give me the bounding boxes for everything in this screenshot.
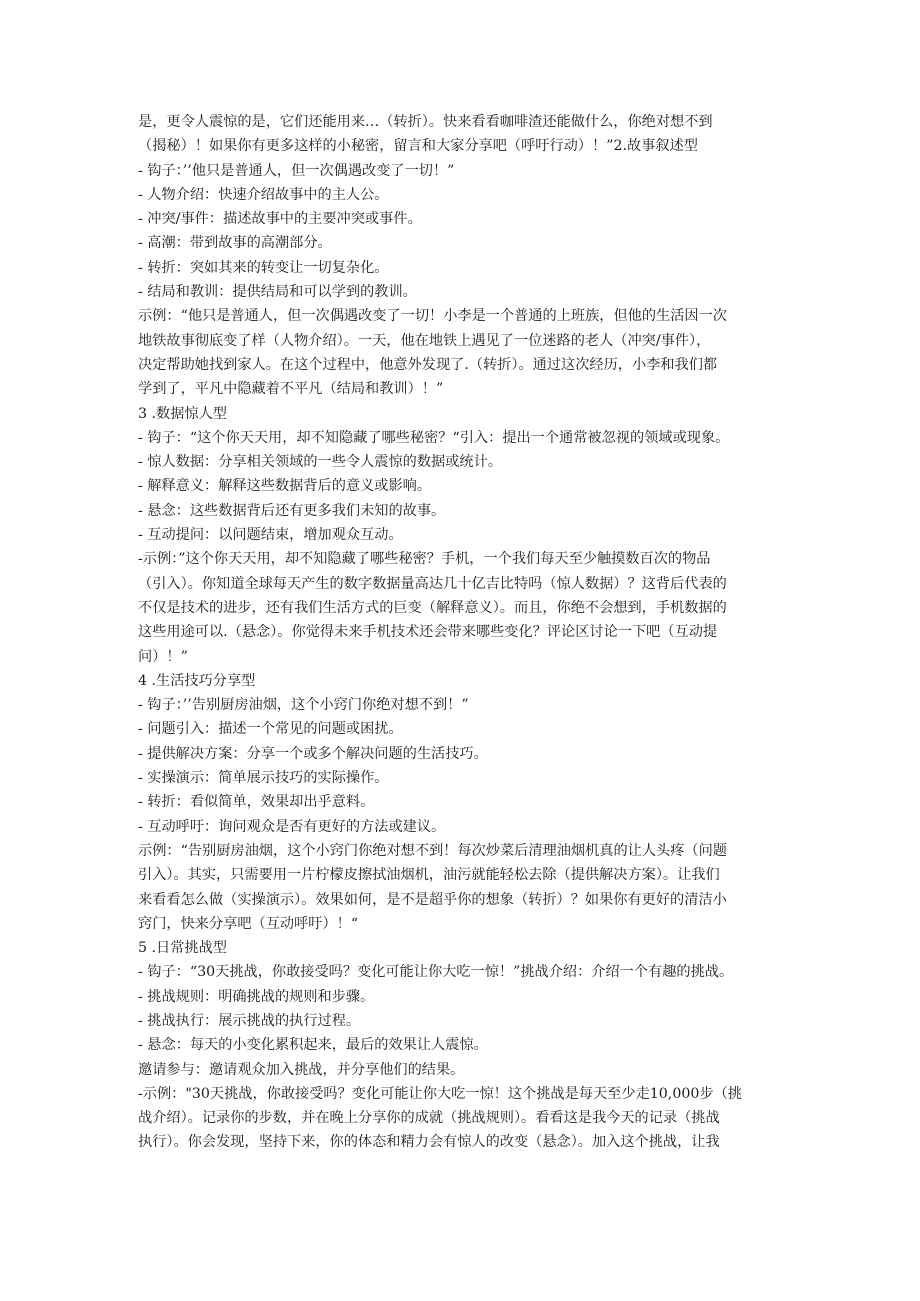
list-item: - 互动提问：以问题结束，增加观众互动。 xyxy=(138,527,403,544)
list-item: - 结局和教训：提供结局和可以学到的教训。 xyxy=(138,284,417,301)
list-item: - 悬念：每天的小变化累积起来，最后的效果让人震惊。 xyxy=(138,1037,488,1054)
list-item: - 惊人数据：分享相关领域的一些令人震惊的数据或统计。 xyxy=(138,454,502,471)
list-item: - 钩子：“30天挑战，你敢接受吗？变化可能让你大吃一惊！”挑战介绍：介绍一个有趣的挑战。 xyxy=(138,964,734,981)
example-text-line: 这些用途可以.（悬念）。你觉得未来手机技术还会带来哪些变化？评论区讨论一下吧（互动提 xyxy=(138,624,718,641)
example-text-line: 不仅是技术的进步，还有我们生活方式的巨变（解释意义）。而且，你绝不会想到，手机数据的 xyxy=(138,599,727,616)
list-item: - 挑战执行：展示挑战的执行过程。 xyxy=(138,1012,361,1029)
list-item: - 冲突/事件：描述故事中的主要冲突或事件。 xyxy=(138,211,422,228)
example-text-line: 执行）。你会发现，坚持下来，你的体态和精力会有惊人的改变（悬念）。加入这个挑战，让我 xyxy=(138,1134,720,1151)
example-text-line: -示例：”这个你天天用，却不知隐藏了哪些秘密？手机，一个我们每天至少触摸数百次的物品 xyxy=(138,551,711,568)
example-text-line: 战介绍）。记录你的步数，并在晚上分享你的成就（挑战规则）。看看这是我今天的记录（挑战 xyxy=(138,1110,720,1127)
list-item: - 提供解决方案：分享一个或多个解决问题的生活技巧。 xyxy=(138,745,488,762)
example-text-line: （引入）。你知道全球每天产生的数字数据量高达几十亿吉比特吗（惊人数据）？这背后代表的 xyxy=(138,575,727,592)
example-text-line: 学到了，平凡中隐藏着不平凡（结局和教训）！” xyxy=(138,381,444,398)
text-line: （揭秘）！如果你有更多这样的小秘密，留言和大家分享吧（呼吁行动）！”2.故事叙述型 xyxy=(138,138,698,155)
section-heading: 3 .数据惊人型 xyxy=(138,405,227,422)
example-text-line: 问）！” xyxy=(138,648,188,665)
list-item: - 钩子：“这个你天天用，却不知隐藏了哪些秘密？“引入：提出一个通常被忽视的领域或现象。 xyxy=(138,429,730,446)
example-text-line: 来看看怎么做（实操演示）。效果如何，是不是超乎你的想象（转折）？如果你有更好的清洁小 xyxy=(138,891,727,908)
example-text-line: 引入）。其实，只需要用一片柠檬皮擦拭油烟机，油污就能轻松去除（提供解决方案）。让我们 xyxy=(138,867,720,884)
list-item: - 钩子：’’告别厨房油烟，这个小窍门你绝对想不到！” xyxy=(138,697,469,714)
list-item: - 转折：突如其来的转变让一切复杂化。 xyxy=(138,259,389,276)
example-text-line: 窍门，快来分享吧（互动呼吁）！“ xyxy=(138,915,359,932)
example-text-line: 决定帮助她找到家人。在这个过程中，他意外发现了.（转折）。通过这次经历，小李和我们都 xyxy=(138,356,718,373)
list-item: - 转折：看似简单，效果却出乎意料。 xyxy=(138,794,375,811)
example-text-line: 示例：“他只是普通人，但一次偶遇改变了一切！小李是一个普通的上班族，但他的生活因一次 xyxy=(138,308,727,325)
example-text-line: 地铁故事彻底变了样（人物介绍）。一天，他在地铁上遇见了一位迷路的老人（冲突/事件）， xyxy=(138,332,711,349)
text-line: 是，更令人震惊的是，它们还能用来…（转折）。快来看看咖啡渣还能做什么，你绝对想不到 xyxy=(138,114,713,130)
example-text-line: -示例："30天挑战，你敢接受吗？变化可能让你大吃一惊！这个挑战是每天至少走10,000步（挑 xyxy=(138,1085,742,1102)
list-item: - 挑战规则：明确挑战的规则和步骤。 xyxy=(138,988,375,1005)
list-item: - 钩子：’’他只是普通人，但一次偶遇改变了一切！” xyxy=(138,162,455,179)
list-item: - 人物介绍：快速介绍故事中的主人公。 xyxy=(138,186,389,203)
document-body xyxy=(138,110,798,1155)
section-heading: 5 .日常挑战型 xyxy=(138,940,227,957)
list-item: - 解释意义：解释这些数据背后的意义或影响。 xyxy=(138,478,432,495)
section-heading: 4 .生活技巧分享型 xyxy=(138,672,256,689)
list-item: - 高潮：带到故事的高潮部分。 xyxy=(138,235,332,252)
list-item: - 互动呼吁：询问观众是否有更好的方法或建议。 xyxy=(138,818,446,835)
text-line: 邀请参与：邀请观众加入挑战，并分享他们的结果。 xyxy=(138,1061,465,1078)
list-item: - 悬念：这些数据背后还有更多我们未知的故事。 xyxy=(138,502,446,519)
list-item: - 问题引入：描述一个常见的问题或困扰。 xyxy=(138,721,403,738)
list-item: - 实操演示：简单展示技巧的实际操作。 xyxy=(138,770,389,787)
example-text-line: 示例：“告别厨房油烟，这个小窍门你绝对想不到！每次炒菜后清理油烟机真的让人头疼（问题 xyxy=(138,842,727,859)
